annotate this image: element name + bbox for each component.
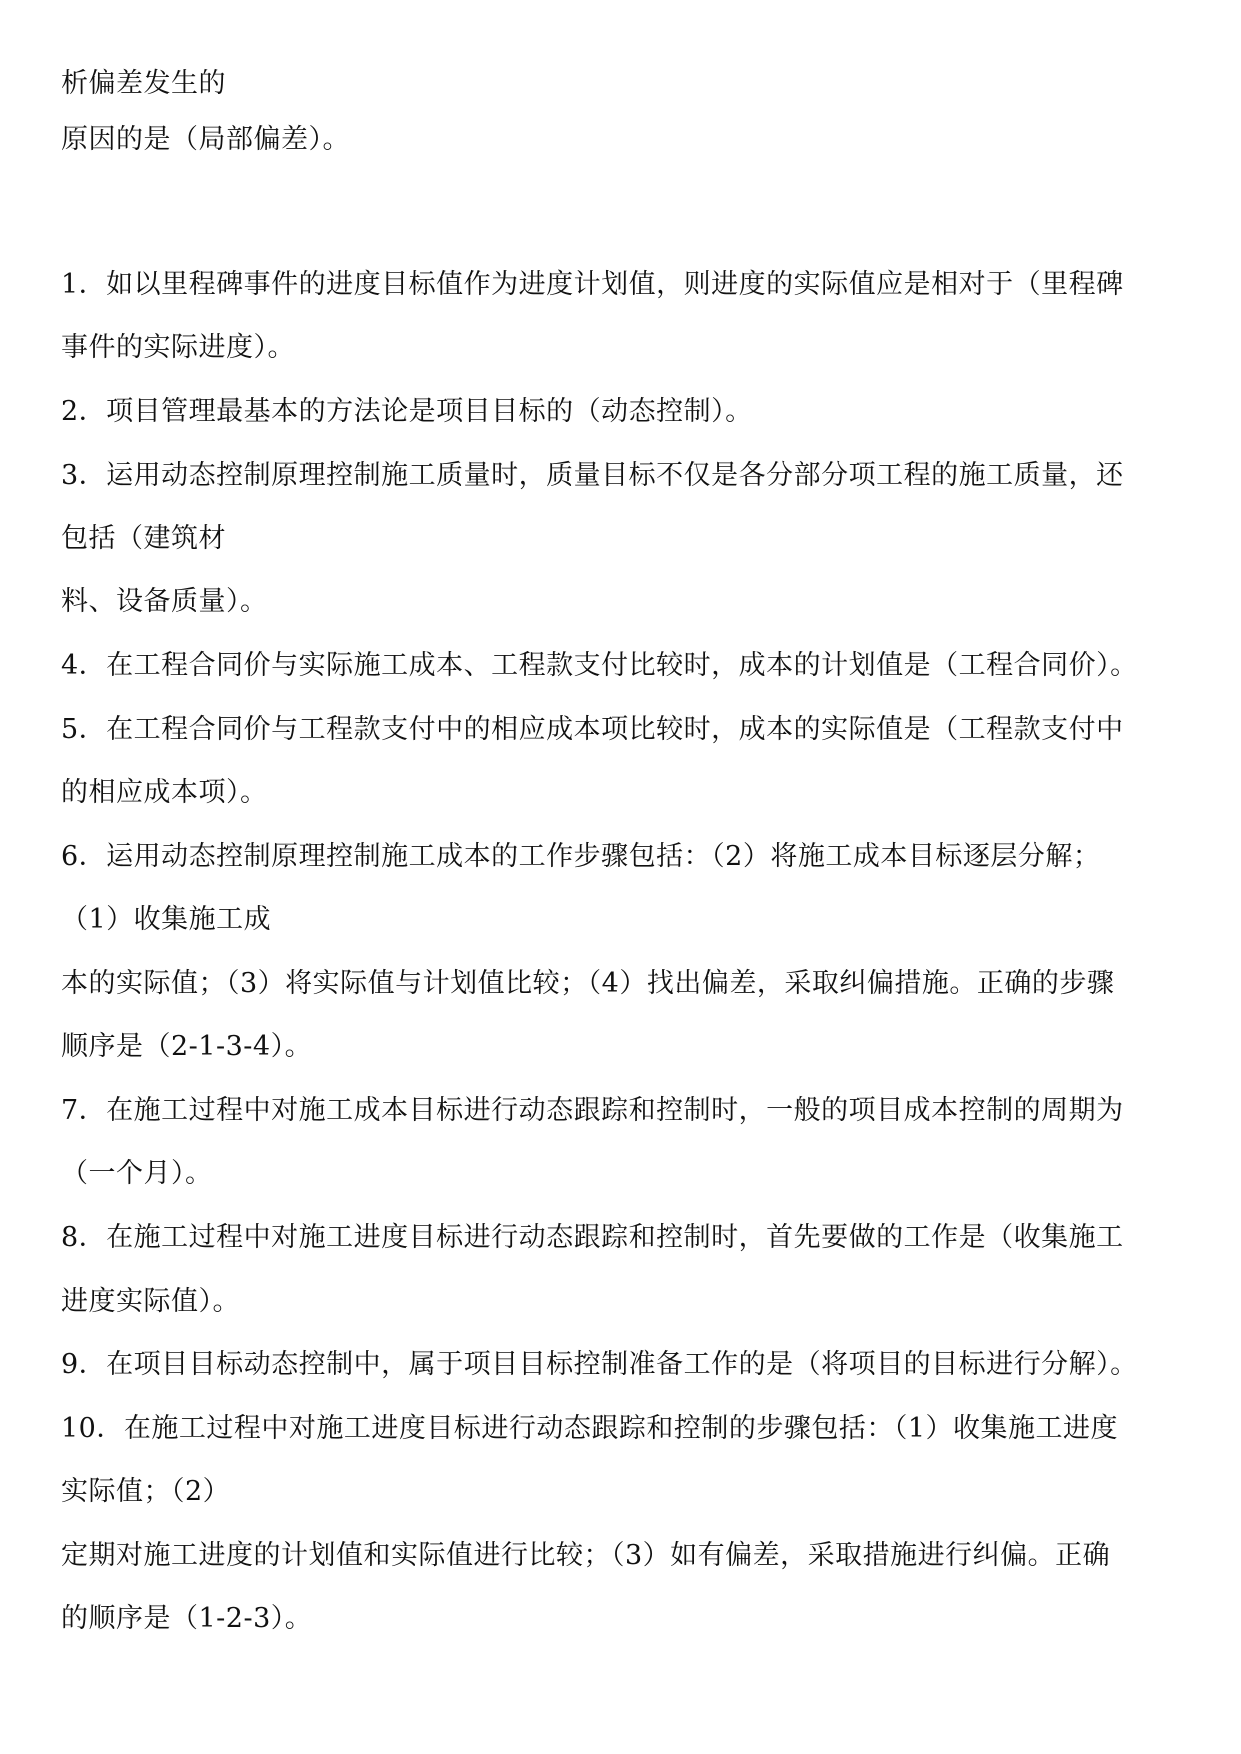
- question-6-line: 6．运用动态控制原理控制施工成本的工作步骤包括：（2）将施工成本目标逐层分解；: [61, 841, 1101, 872]
- question-9-line: 9．在项目目标动态控制中，属于项目目标控制准备工作的是（将项目的目标进行分解）。: [61, 1349, 1138, 1380]
- text-line: 实际值；（2）: [61, 1476, 231, 1507]
- text-line: 析偏差发生的: [61, 68, 226, 99]
- text-line: 事件的实际进度）。: [61, 332, 295, 363]
- text-line: 进度实际值）。: [61, 1286, 240, 1317]
- text-line: 原因的是（局部偏差）。: [61, 124, 350, 155]
- question-4-line: 4．在工程合同价与实际施工成本、工程款支付比较时，成本的计划值是（工程合同价）。: [61, 650, 1138, 681]
- text-line: 料、设备质量）。: [61, 586, 268, 617]
- question-8-line: 8．在施工过程中对施工进度目标进行动态跟踪和控制时，首先要做的工作是（收集施工: [61, 1222, 1124, 1253]
- question-2-line: 2．项目管理最基本的方法论是项目目标的（动态控制）。: [61, 396, 753, 427]
- text-line: （一个月）。: [61, 1158, 213, 1189]
- text-line: 的相应成本项）。: [61, 777, 268, 808]
- text-line: 定期对施工进度的计划值和实际值进行比较；（3）如有偏差，采取措施进行纠偏。正确: [61, 1540, 1111, 1571]
- question-10-line: 10．在施工过程中对施工进度目标进行动态跟踪和控制的步骤包括：（1）收集施工进度: [61, 1413, 1119, 1444]
- text-line: 的顺序是（1-2-3）。: [61, 1603, 313, 1634]
- text-line: 本的实际值；（3）将实际值与计划值比较；（4）找出偏差，采取纠偏措施。正确的步骤: [61, 968, 1115, 999]
- text-line: 包括（建筑材: [61, 523, 226, 554]
- question-1-line: 1．如以里程碑事件的进度目标值作为进度计划值，则进度的实际值应是相对于（里程碑: [61, 269, 1124, 300]
- question-3-line: 3．运用动态控制原理控制施工质量时，质量目标不仅是各分部分项工程的施工质量，还: [61, 460, 1124, 491]
- question-5-line: 5．在工程合同价与工程款支付中的相应成本项比较时，成本的实际值是（工程款支付中: [61, 714, 1124, 745]
- text-line: 顺序是（2-1-3-4）。: [61, 1031, 313, 1062]
- question-7-line: 7．在施工过程中对施工成本目标进行动态跟踪和控制时，一般的项目成本控制的周期为: [61, 1095, 1124, 1126]
- text-line: （1）收集施工成: [61, 904, 272, 935]
